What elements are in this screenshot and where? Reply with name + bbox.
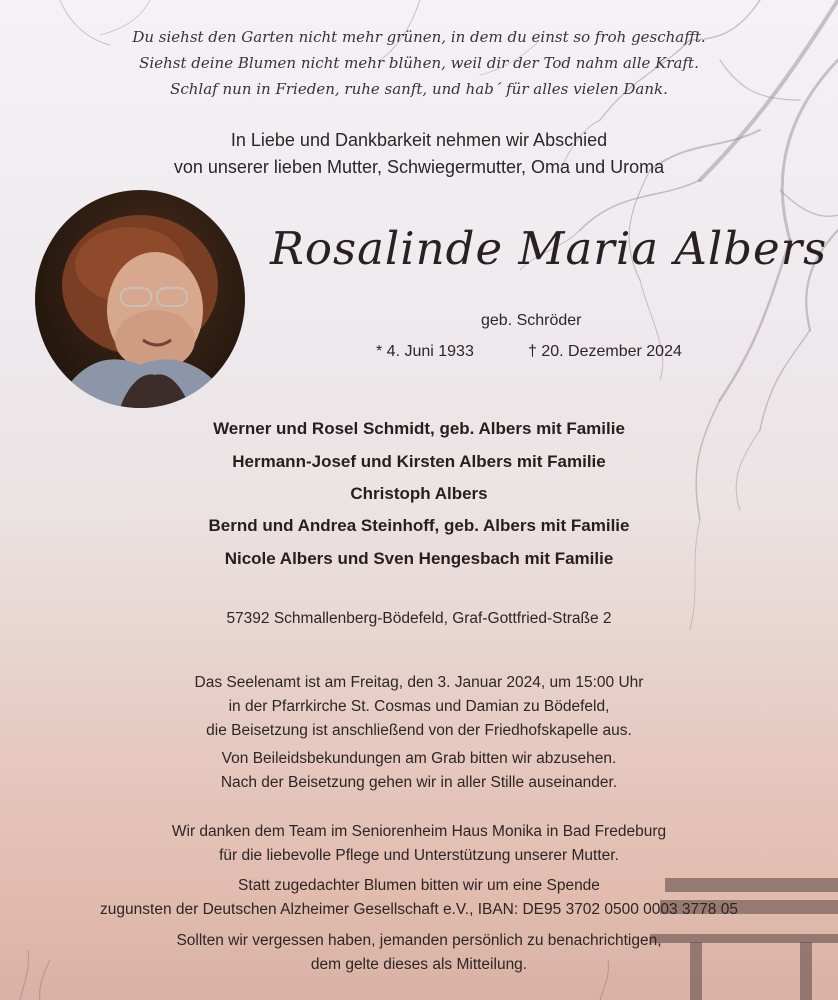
service-line-3: die Beisetzung ist anschließend von der Friedhofskapelle aus. [206, 722, 632, 739]
service-line-2: in der Pfarrkirche St. Cosmas und Damian zu Bödefeld, [228, 698, 610, 715]
birth-name: geb. Schröder [481, 312, 582, 329]
family-line-2: Hermann-Josef und Kirsten Albers mit Familie [232, 452, 606, 471]
intro-line-1: In Liebe und Dankbarkeit nehmen wir Abschied [230, 130, 608, 150]
family-line-3: Christoph Albers [350, 484, 488, 503]
condolence-line-1: Von Beileidsbekundungen am Grab bitten wir abzusehen. [221, 750, 617, 767]
condolence-line-2: Nach der Beisetzung gehen wir in aller Stille auseinander. [220, 774, 618, 791]
service-line-1: Das Seelenamt ist am Freitag, den 3. Januar 2024, um 15:00 Uhr [194, 674, 644, 691]
deceased-name: Rosalinde Maria Albers [270, 222, 828, 275]
donation-line-2: zugunsten der Deutschen Alzheimer Gesellschaft e.V., IBAN: DE95 3702 0500 0003 3778 05 [100, 901, 738, 918]
poem-line-3: Schlaf nun in Frieden, ruhe sanft, und hab´ für alles vielen Dank. [170, 80, 668, 98]
poem-line-1: Du siehst den Garten nicht mehr grünen, in dem du einst so froh geschafft. [132, 28, 706, 46]
family-line-5: Nicole Albers und Sven Hengesbach mit Familie [224, 549, 614, 568]
birth-date: * 4. Juni 1933 [376, 343, 474, 360]
address: 57392 Schmallenberg-Bödefeld, Graf-Gottfried-Straße 2 [226, 610, 612, 627]
donation-line-1: Statt zugedachter Blumen bitten wir um eine Spende [238, 877, 600, 894]
notice-line-1: Sollten wir vergessen haben, jemanden persönlich zu benachrichtigen, [176, 932, 662, 949]
family-line-4: Bernd und Andrea Steinhoff, geb. Albers mit Familie [208, 516, 630, 535]
poem-line-2: Siehst deine Blumen nicht mehr blühen, weil dir der Tod nahm alle Kraft. [139, 54, 699, 72]
intro-line-2: von unserer lieben Mutter, Schwiegermutter, Oma und Uroma [173, 157, 665, 177]
death-date: † 20. Dezember 2024 [528, 343, 682, 360]
thanks-line-1: Wir danken dem Team im Seniorenheim Haus Monika in Bad Fredeburg [171, 823, 667, 840]
thanks-line-2: für die liebevolle Pflege und Unterstützung unserer Mutter. [219, 847, 619, 864]
notice-line-2: dem gelte dieses als Mitteilung. [310, 956, 528, 973]
family-line-1: Werner und Rosel Schmidt, geb. Albers mit Familie [213, 419, 625, 438]
